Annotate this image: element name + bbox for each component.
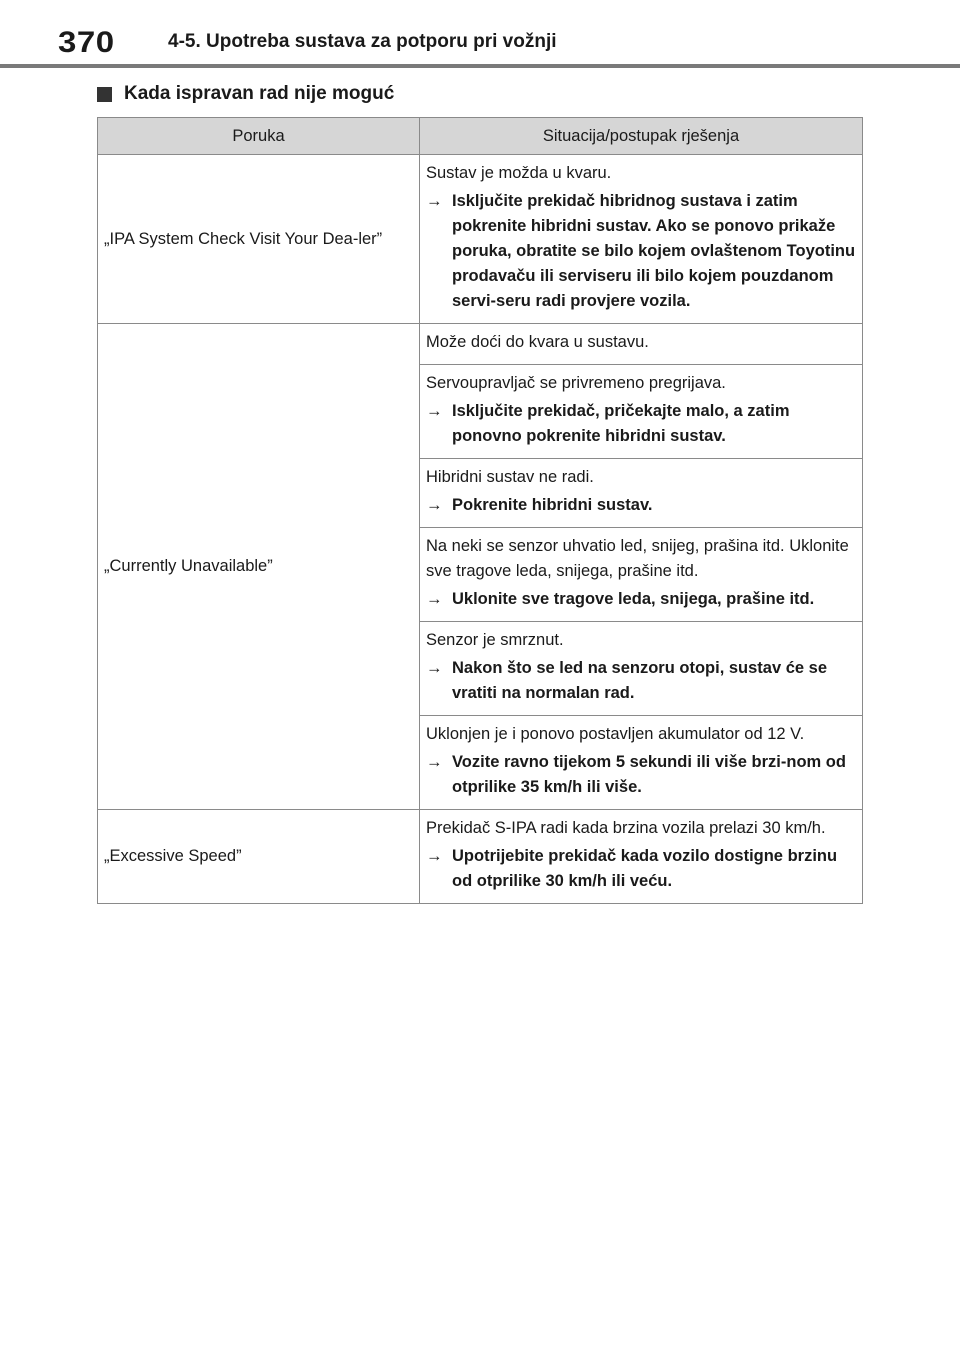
situation-block bbox=[420, 715, 862, 809]
arrow-icon: → bbox=[426, 753, 443, 771]
table-body bbox=[98, 155, 863, 904]
situation-block bbox=[420, 364, 862, 458]
table-header-row bbox=[98, 118, 863, 155]
message-cell bbox=[98, 155, 420, 324]
action-text: Pokrenite hibridni sustav. bbox=[452, 496, 653, 514]
situation-block bbox=[420, 458, 862, 527]
message-cell bbox=[98, 810, 420, 904]
situation-block bbox=[420, 621, 862, 715]
action-text: Upotrijebite prekidač kada vozilo dostigne brzinu od otprilike 30 km/h ili veću. bbox=[452, 847, 838, 890]
situation-block bbox=[420, 155, 862, 323]
situation-description: Prekidač S-IPA radi kada brzina vozila prelazi 30 km/h. bbox=[426, 819, 826, 837]
arrow-icon: → bbox=[426, 847, 443, 865]
header-rule bbox=[0, 64, 960, 68]
action-text: Isključite prekidač, pričekajte malo, a zatim ponovno pokrenite hibridni sustav. bbox=[452, 402, 790, 445]
message-cell bbox=[98, 324, 420, 810]
message-text: „Excessive Speed” bbox=[104, 847, 242, 865]
action-step bbox=[426, 750, 856, 800]
situation-description: Hibridni sustav ne radi. bbox=[426, 468, 594, 486]
black-square-icon bbox=[97, 87, 112, 102]
action-text: Uklonite sve tragove leda, snijega, prašine itd. bbox=[452, 590, 815, 608]
action-text: Isključite prekidač hibridnog sustava i zatim pokrenite hibridni sustav. Ako se ponovo prikaže poruka, obratite se bilo kojem ovlaštenom Toyotinu prodavaču ili serviseru ili bilo kojem pouzdanom servi-seru radi provjere vozila. bbox=[452, 192, 856, 310]
action-step bbox=[426, 656, 856, 706]
situation-description: Servoupravljač se privremeno pregrijava. bbox=[426, 374, 726, 392]
action-step bbox=[426, 189, 856, 314]
column-header-situation: Situacija/postupak rješenja bbox=[420, 118, 863, 155]
page-header bbox=[0, 0, 960, 68]
arrow-icon: → bbox=[426, 590, 443, 608]
situation-description: Uklonjen je i ponovo postavljen akumulator od 12 V. bbox=[426, 725, 805, 743]
table-row bbox=[98, 810, 863, 904]
action-text: Vozite ravno tijekom 5 sekundi ili više brzi-nom od otprilike 35 km/h ili više. bbox=[452, 753, 846, 796]
action-step bbox=[426, 399, 856, 449]
chapter-title: 4-5. Upotreba sustava za potporu pri vožnji bbox=[168, 31, 557, 52]
situation-block bbox=[420, 324, 862, 364]
action-text: Nakon što se led na senzoru otopi, sustav će se vratiti na normalan rad. bbox=[452, 659, 828, 702]
column-header-message: Poruka bbox=[98, 118, 420, 155]
situation-description: Sustav je možda u kvaru. bbox=[426, 164, 612, 182]
action-step bbox=[426, 493, 856, 518]
situation-description: Na neki se senzor uhvatio led, snijeg, prašina itd. Uklonite sve tragove leda, snijega, prašine itd. bbox=[426, 537, 849, 580]
situation-description: Senzor je smrznut. bbox=[426, 631, 564, 649]
arrow-icon: → bbox=[426, 496, 443, 514]
situation-description: Može doći do kvara u sustavu. bbox=[426, 333, 649, 351]
situation-cell bbox=[420, 324, 863, 810]
action-step bbox=[426, 844, 856, 894]
arrow-icon: → bbox=[426, 659, 443, 677]
arrow-icon: → bbox=[426, 402, 443, 420]
situation-block bbox=[420, 527, 862, 621]
section-heading bbox=[97, 80, 394, 108]
table-row bbox=[98, 155, 863, 324]
message-text: „Currently Unavailable” bbox=[104, 557, 273, 575]
message-text: „IPA System Check Visit Your Dea-ler” bbox=[104, 229, 383, 248]
table-row bbox=[98, 324, 863, 810]
page-number: 370 bbox=[58, 24, 115, 59]
action-step bbox=[426, 587, 856, 612]
situation-cell bbox=[420, 155, 863, 324]
arrow-icon: → bbox=[426, 192, 443, 210]
situation-block bbox=[420, 810, 862, 903]
situation-cell bbox=[420, 810, 863, 904]
section-title: Kada ispravan rad nije moguć bbox=[124, 83, 395, 104]
message-table bbox=[97, 117, 863, 904]
